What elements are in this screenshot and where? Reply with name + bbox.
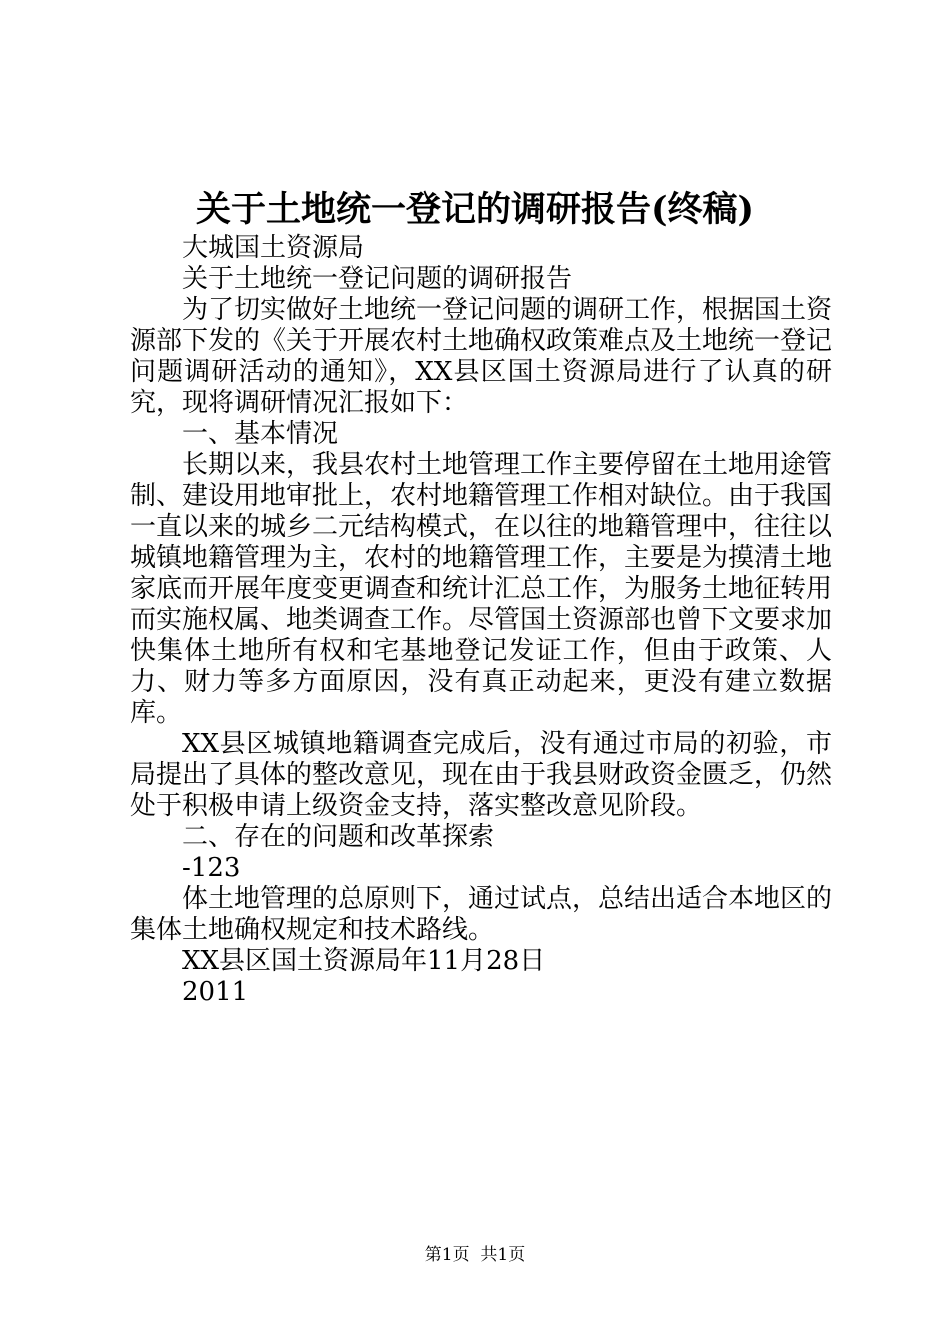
issuer-line: 大城国土资源局 (182, 233, 365, 263)
section-heading-problems: 二、存在的问题和改革探索 (182, 822, 495, 852)
page-marker: -123 (182, 853, 241, 883)
signature-date-line: XX县区国土资源局年11月28日 (182, 946, 546, 976)
basic-situation-paragraph-1: 长期以来，我县农村土地管理工作主要停留在土地用途管制、建设用地审批上，农村地籍管理工作相对缺位。由于我国一直以来的城乡二元结构模式，在以往的地籍管理中，往往以城镇地籍管理为主，农村的地籍管理工作，主要是为摸清土地家底而开展年度变更调查和统计汇总工作，为服务土地征转用而实施权属、地类调查工作。尽管国土资源部也曾下文要求加快集体土地所有权和宅基地登记发证工作，但由于政策、人力、财力等多方面原因，没有真正动起来，更没有建立数据库。 (130, 450, 833, 728)
year-line: 2011 (182, 977, 249, 1007)
page-footer (0, 1243, 950, 1267)
basic-situation-paragraph-2: XX县区城镇地籍调查完成后，没有通过市局的初验，市局提出了具体的整改意见，现在由于我县财政资金匮乏，仍然处于积极申请上级资金支持，落实整改意见阶段。 (130, 729, 833, 821)
page-number-label: 第1页 共1页 (424, 1245, 526, 1265)
document-title: 关于土地统一登记的调研报告(终稿) (195, 189, 755, 230)
document-body (130, 233, 832, 1008)
section-heading-basic-situation: 一、基本情况 (182, 419, 339, 449)
report-subtitle: 关于土地统一登记问题的调研报告 (182, 264, 573, 294)
problems-paragraph: 体土地管理的总原则下，通过试点，总结出适合本地区的集体土地确权规定和技术路线。 (130, 884, 833, 945)
intro-paragraph: 为了切实做好土地统一登记问题的调研工作，根据国土资源部下发的《关于开展农村土地确权政策难点及土地统一登记问题调研活动的通知》，XX县区国土资源局进行了认真的研究，现将调研情况汇报如下： (130, 295, 833, 418)
